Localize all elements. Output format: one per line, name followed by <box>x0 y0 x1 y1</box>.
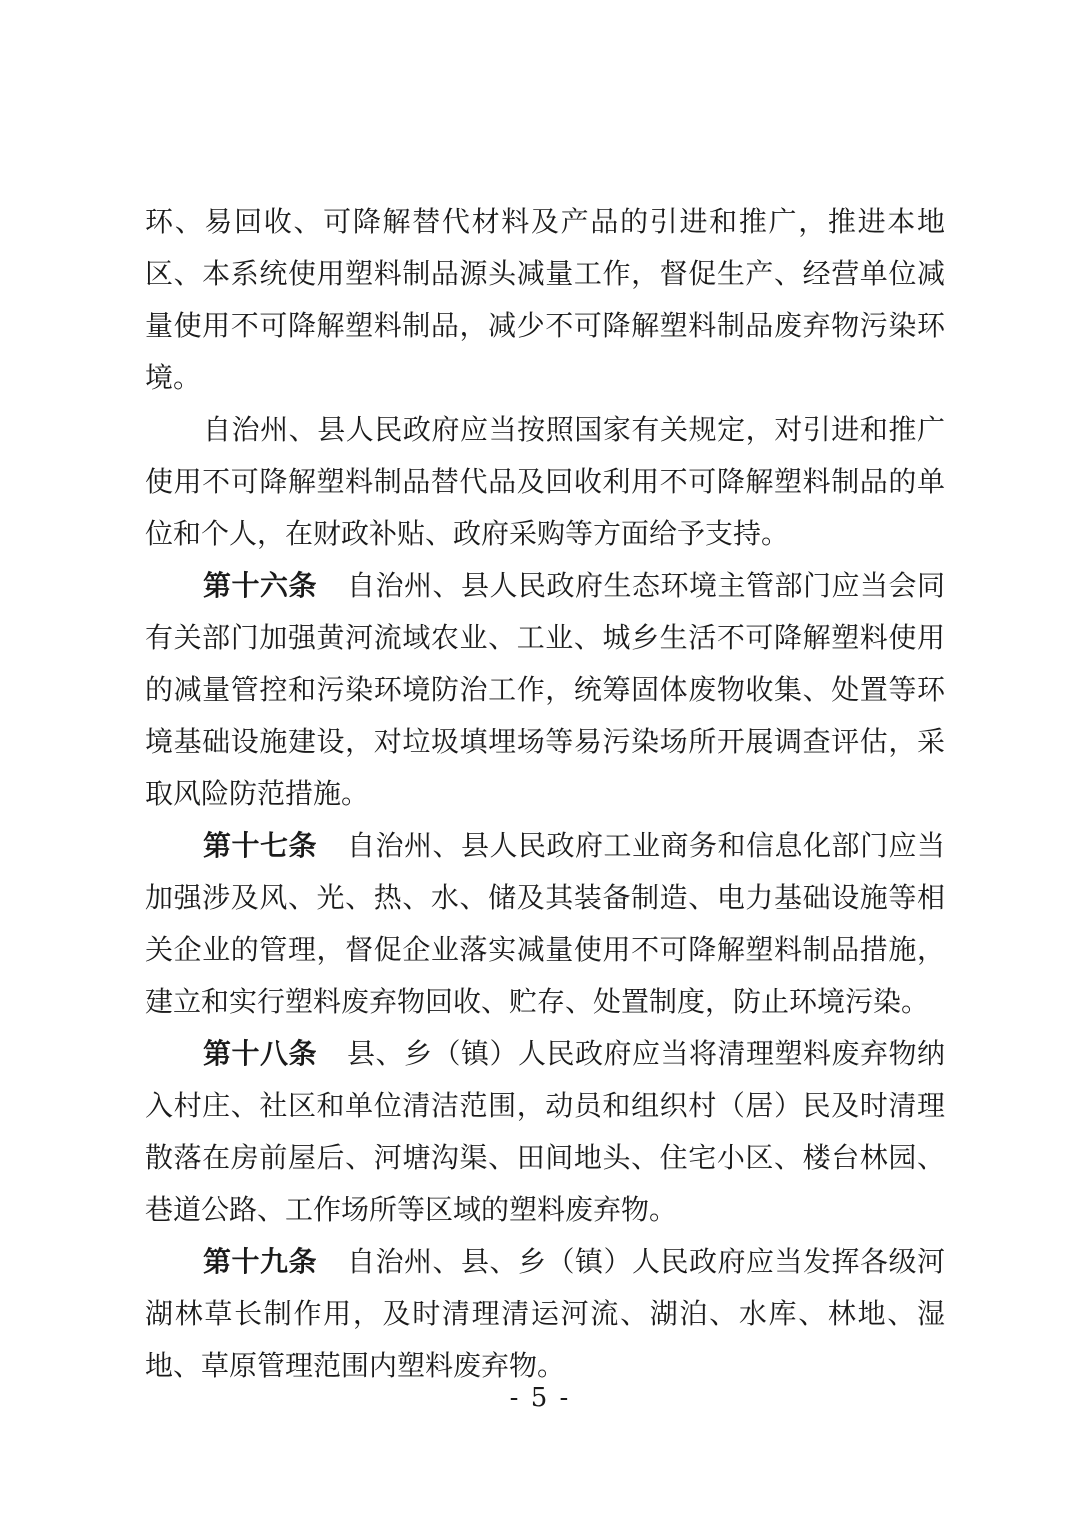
article-17 <box>145 820 945 1028</box>
paragraph-continuation <box>145 196 945 404</box>
article-label: 第十六条 <box>203 569 317 602</box>
paragraph-text: 环、易回收、可降解替代材料及产品的引进和推广，推进本地区、本系统使用塑料制品源头减量工作，督促生产、经营单位减量使用不可降解塑料制品，减少不可降解塑料制品废弃物污染环境。 <box>145 205 945 394</box>
article-18 <box>145 1028 945 1236</box>
paragraph-text: 县、乡（镇）人民政府应当将清理塑料废弃物纳入村庄、社区和单位清洁范围，动员和组织村（居）民及时清理散落在房前屋后、河塘沟渠、田间地头、住宅小区、楼台林园、巷道公路、工作场所等区域的塑料废弃物。 <box>145 1037 945 1226</box>
article-label: 第十七条 <box>203 829 317 862</box>
paragraph-text: 自治州、县人民政府生态环境主管部门应当会同有关部门加强黄河流域农业、工业、城乡生活不可降解塑料使用的减量管控和污染环境防治工作，统筹固体废物收集、处置等环境基础设施建设，对垃圾填埋场等易污染场所开展调查评估，采取风险防范措施。 <box>145 569 945 810</box>
article-label: 第十九条 <box>203 1245 317 1278</box>
paragraph-text: 自治州、县、乡（镇）人民政府应当发挥各级河湖林草长制作用，及时清理清运河流、湖泊、水库、林地、湿地、草原管理范围内塑料废弃物。 <box>145 1245 945 1382</box>
article-label: 第十八条 <box>203 1037 317 1070</box>
article-19 <box>145 1236 945 1392</box>
page-number: - 5 - <box>509 1383 571 1413</box>
paragraph-text: 自治州、县人民政府应当按照国家有关规定，对引进和推广使用不可降解塑料制品替代品及回收利用不可降解塑料制品的单位和个人，在财政补贴、政府采购等方面给予支持。 <box>145 413 945 550</box>
paragraph-support <box>145 404 945 560</box>
body-text <box>145 196 945 1392</box>
paragraph-text: 自治州、县人民政府工业商务和信息化部门应当加强涉及风、光、热、水、储及其装备制造、电力基础设施等相关企业的管理，督促企业落实减量使用不可降解塑料制品措施，建立和实行塑料废弃物回收、贮存、处置制度，防止环境污染。 <box>145 829 945 1018</box>
article-16 <box>145 560 945 820</box>
